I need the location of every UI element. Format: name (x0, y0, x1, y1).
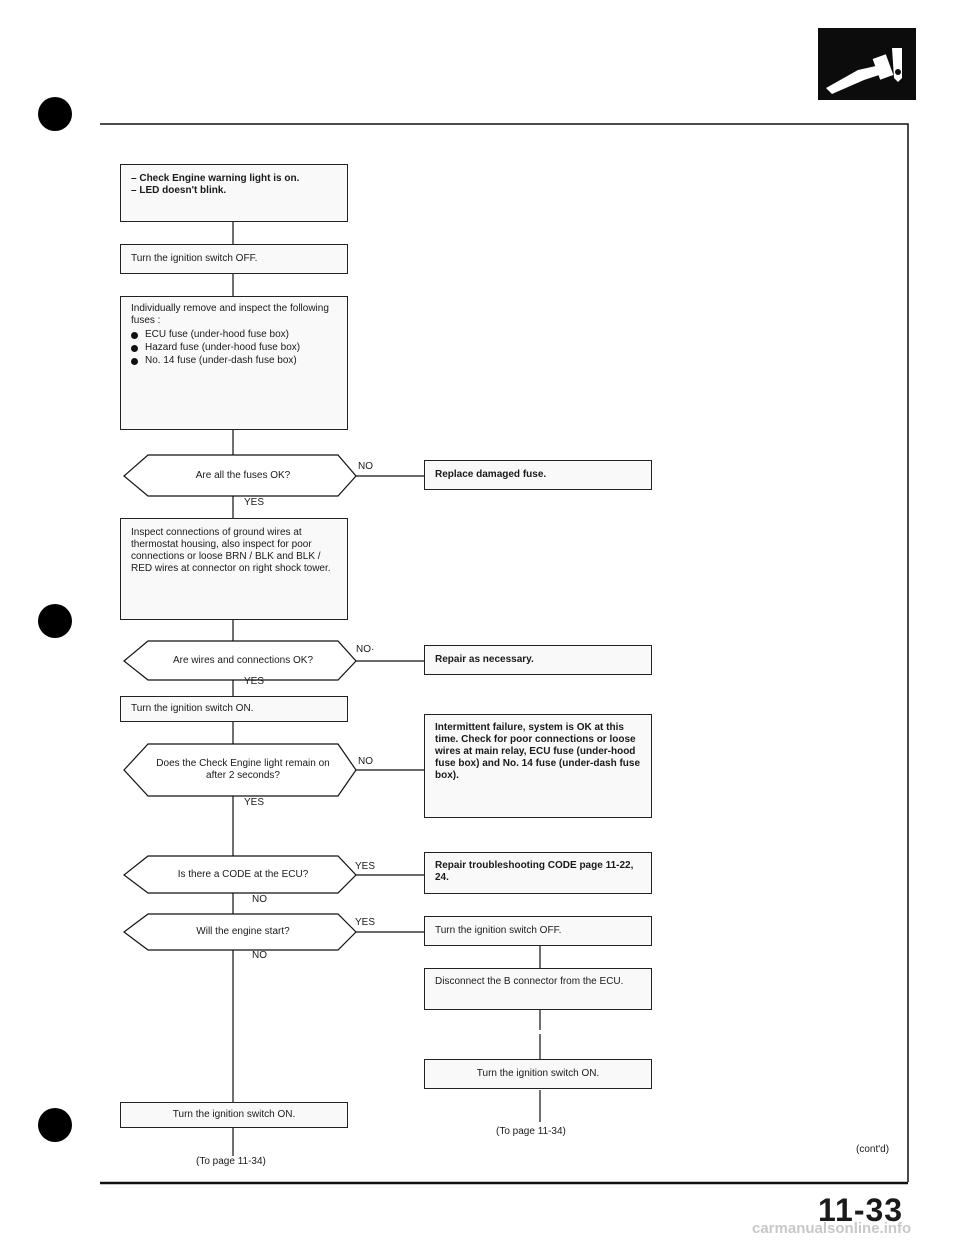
step-disconnect-b-connector (424, 968, 652, 1010)
action-text: Repair as necessary. (435, 654, 534, 665)
page-number: 11-33 (818, 1192, 904, 1228)
decision-code-at-ecu: Is there a CODE at the ECU? (177, 869, 309, 880)
action-repair-necessary (424, 645, 652, 675)
fuse-list (131, 329, 337, 367)
fuse-item: No. 14 fuse (under-dash fuse box) (131, 355, 337, 367)
action-text: Intermittent failure, system is OK at this time. Check for poor connections or loose wires at main relay, ECU fuse (under-hood fuse box) and No. 14 fuse (under-dash fuse box). (435, 722, 641, 781)
step-text: Turn the ignition switch OFF. (131, 253, 258, 264)
step-inspect-ground (120, 518, 348, 620)
page-reference-right: (To page 11-34) (496, 1126, 566, 1137)
step-inspect-fuses (120, 296, 348, 430)
decision-light-remains: Does the Check Engine light remain on after 2 seconds? (156, 758, 330, 781)
step-text: Turn the ignition switch ON. (172, 1109, 296, 1120)
action-repair-code (424, 852, 652, 894)
inspect-fuses-intro: Individually remove and inspect the following fuses : (131, 303, 329, 326)
step-text: Turn the ignition switch OFF. (435, 925, 562, 936)
label-yes: YES (355, 917, 376, 928)
step-text: Disconnect the B connector from the ECU. (435, 976, 624, 987)
label-no: NO (252, 894, 267, 905)
label-yes: YES (355, 861, 376, 872)
action-text: Repair troubleshooting CODE page 11-22, 24. (435, 860, 634, 883)
fuse-item: Hazard fuse (under-hood fuse box) (131, 342, 337, 354)
watermark: carmanualsonline.info (752, 1220, 912, 1237)
decision-fuses-ok: Are all the fuses OK? (195, 470, 291, 481)
label-yes: YES (244, 676, 265, 687)
decision-wires-ok: Are wires and connections OK? (172, 655, 314, 666)
label-no: NO· (356, 644, 375, 655)
action-replace-fuse (424, 460, 652, 490)
label-yes: YES (244, 497, 265, 508)
label-yes: YES (244, 797, 265, 808)
step-turn-ignition-on-3 (120, 1102, 348, 1128)
label-no: NO (252, 950, 267, 961)
step-turn-ignition-on-2 (424, 1059, 652, 1089)
step-text: Inspect connections of ground wires at thermostat housing, also inspect for poor connections or loose BRN / BLK and BLK / RED wires at connector on right shock tower. (131, 527, 331, 574)
label-no: NO (358, 461, 373, 472)
step-turn-ignition-off-1 (120, 244, 348, 274)
fuse-item: ECU fuse (under-hood fuse box) (131, 329, 337, 341)
action-intermittent-failure (424, 714, 652, 818)
continued-label: (cont'd) (856, 1144, 890, 1155)
page-reference-left: (To page 11-34) (196, 1156, 266, 1167)
symptom-line-1: Check Engine warning light is on. (139, 173, 300, 184)
action-text: Replace damaged fuse. (435, 469, 547, 480)
step-text: Turn the ignition switch ON. (476, 1068, 600, 1079)
step-text: Turn the ignition switch ON. (131, 703, 254, 714)
decision-engine-start: Will the engine start? (196, 926, 290, 937)
step-turn-ignition-off-2 (424, 916, 652, 946)
label-no: NO (358, 756, 373, 767)
step-turn-ignition-on-1 (120, 696, 348, 722)
symptom-line-2: LED doesn't blink. (139, 185, 227, 196)
symptom-box: – Check Engine warning light is on. – LED doesn't blink. (120, 164, 348, 222)
